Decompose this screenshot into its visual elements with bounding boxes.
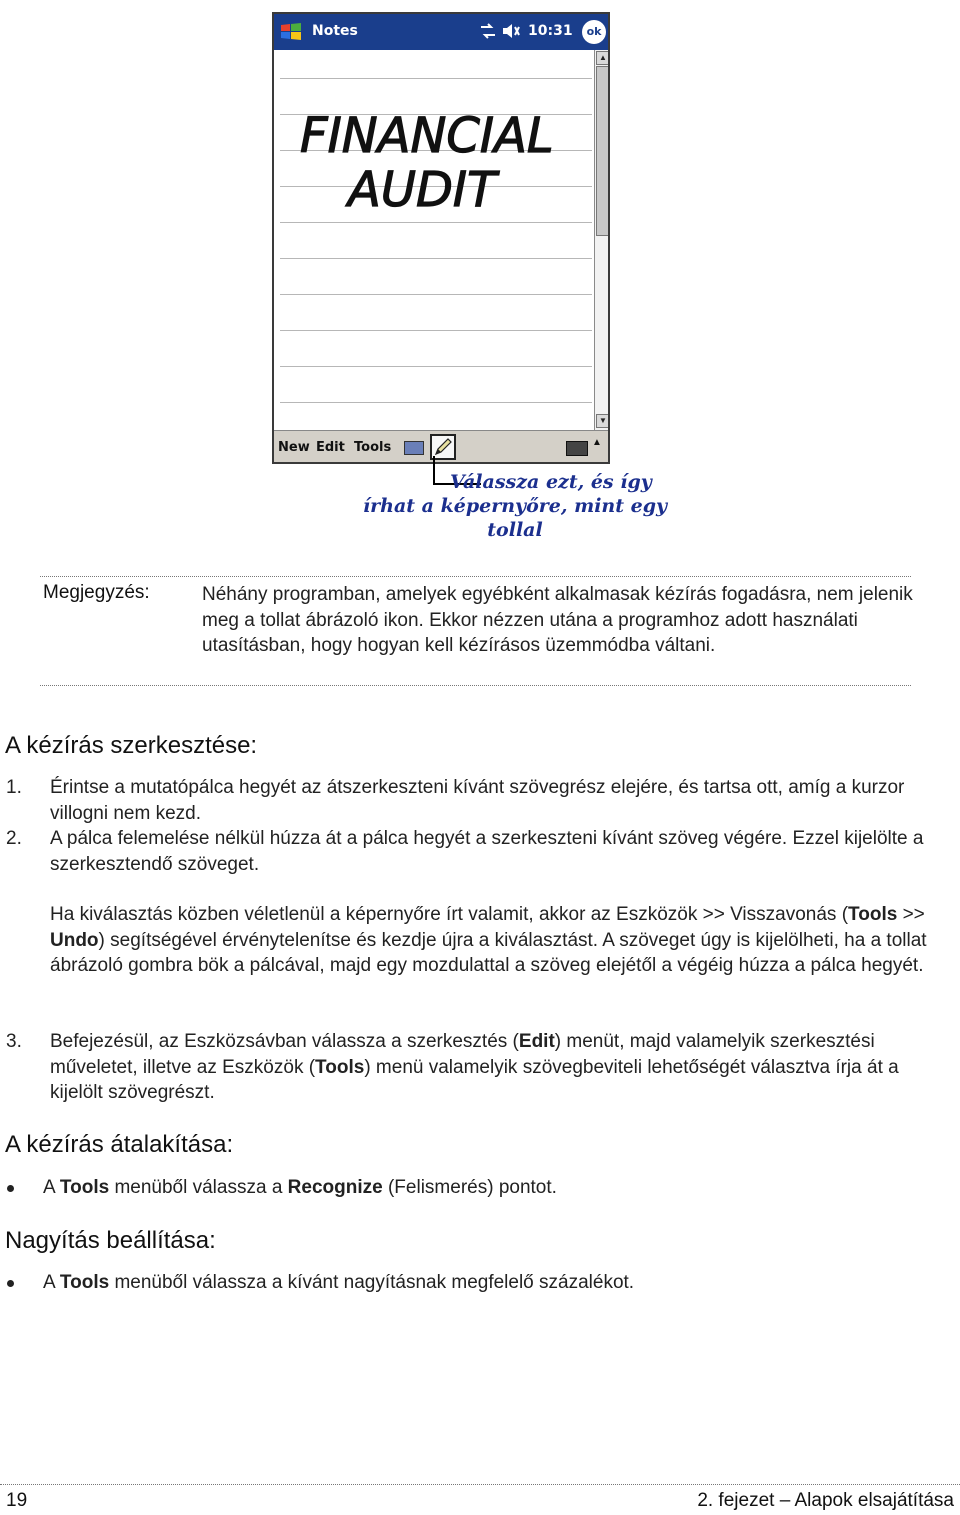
connectivity-icon[interactable]: [479, 23, 497, 39]
section-heading-editing: A kézírás szerkesztése:: [5, 732, 258, 759]
note-text: Néhány programban, amelyek egyébként alkalmasak kézírás fogadásra, nem jelenik meg a tollat ábrázoló ikon. Ekkor nézzen utána a programhoz adott használati utasításban, hogy hogyan kell kézírásos üzemmódba váltani.: [202, 584, 913, 656]
scroll-thumb[interactable]: [596, 66, 610, 236]
title-bar: [274, 14, 608, 50]
bullet-icon: [7, 1185, 14, 1192]
clock[interactable]: 10:31: [528, 23, 573, 39]
recording-toolbar-icon[interactable]: [404, 441, 424, 455]
handwriting-line-2: AUDIT: [348, 162, 497, 218]
step-number: 3.: [6, 1031, 22, 1052]
undo-paragraph: Ha kiválasztás közben véletlenül a képernyőre írt valamit, akkor az Eszközök >> Visszavonás (Tools >> Undo) segítségével érvénytelenítse és kezdje újra a kiválasztást. A szöveget úgy is kijelölheti, ha a tollat ábrázoló gombra bök a pálcával, majd egy mozdulattal a szöveg elejétől a végéig húzza a pálca hegyét.: [50, 904, 927, 976]
ok-button[interactable]: ok: [582, 20, 606, 44]
bullet-icon: [7, 1280, 14, 1287]
menu-edit[interactable]: Edit: [316, 440, 345, 455]
note-canvas[interactable]: [274, 50, 594, 430]
callout-line-1: Válassza ezt, és így: [450, 471, 652, 493]
keyboard-icon[interactable]: [566, 441, 588, 456]
step-1-text: Érintse a mutatópálca hegyét az átszerkeszteni kívánt szövegrész elejére, és tartsa ott, amíg a kurzor villogni nem kezd.: [50, 777, 905, 824]
input-panel-arrow-icon[interactable]: ▲: [592, 437, 602, 448]
scroll-down-icon[interactable]: ▼: [596, 414, 610, 428]
note-label: Megjegyzés:: [43, 582, 150, 603]
page-number: 19: [6, 1490, 28, 1511]
recognize-bullet: A Tools menüből válassza a Recognize (Felismerés) pontot.: [0, 1175, 960, 1205]
menu-tools[interactable]: Tools: [354, 440, 392, 455]
section-heading-zoom: Nagyítás beállítása:: [5, 1227, 216, 1254]
vertical-scrollbar[interactable]: [594, 50, 610, 430]
app-title: Notes: [312, 23, 358, 39]
step-3-text: Befejezésül, az Eszközsávban válassza a szerkesztés (Edit) menüt, majd valamelyik szerkesztési műveletet, illetve az Eszközök (Tools) menü valamelyik szövegbeviteli lehetőségét választva írja át a kijelölt szövegrészt.: [50, 1031, 899, 1103]
pocketpc-screenshot: [272, 12, 610, 464]
zoom-bullet: A Tools menüből válassza a kívánt nagyításnak megfelelő százalékot.: [0, 1270, 960, 1300]
step-number: 1.: [6, 777, 22, 798]
menu-new[interactable]: New: [278, 440, 310, 455]
windows-start-icon[interactable]: [280, 22, 302, 42]
section-heading-recognize: A kézírás átalakítása:: [5, 1131, 234, 1158]
step-number: 2.: [6, 828, 22, 849]
chapter-title: 2. fejezet – Alapok elsajátítása: [697, 1490, 954, 1511]
pen-callout: [340, 470, 690, 542]
volume-icon[interactable]: [501, 23, 521, 39]
editing-steps: [0, 775, 960, 1135]
callout-line-2: írhat a képernyőre, mint egy tollal: [362, 495, 668, 541]
scroll-up-icon[interactable]: ▲: [596, 51, 610, 65]
handwriting-ink: [284, 102, 584, 222]
step-2-text: A pálca felemelése nélkül húzza át a pálca hegyét a szerkeszteni kívánt szöveg végére. Ezzel kijelölte a szerkesztendő szöveget.: [50, 828, 924, 875]
handwriting-line-1: FINANCIAL: [300, 108, 554, 164]
menu-bar: [274, 430, 608, 464]
